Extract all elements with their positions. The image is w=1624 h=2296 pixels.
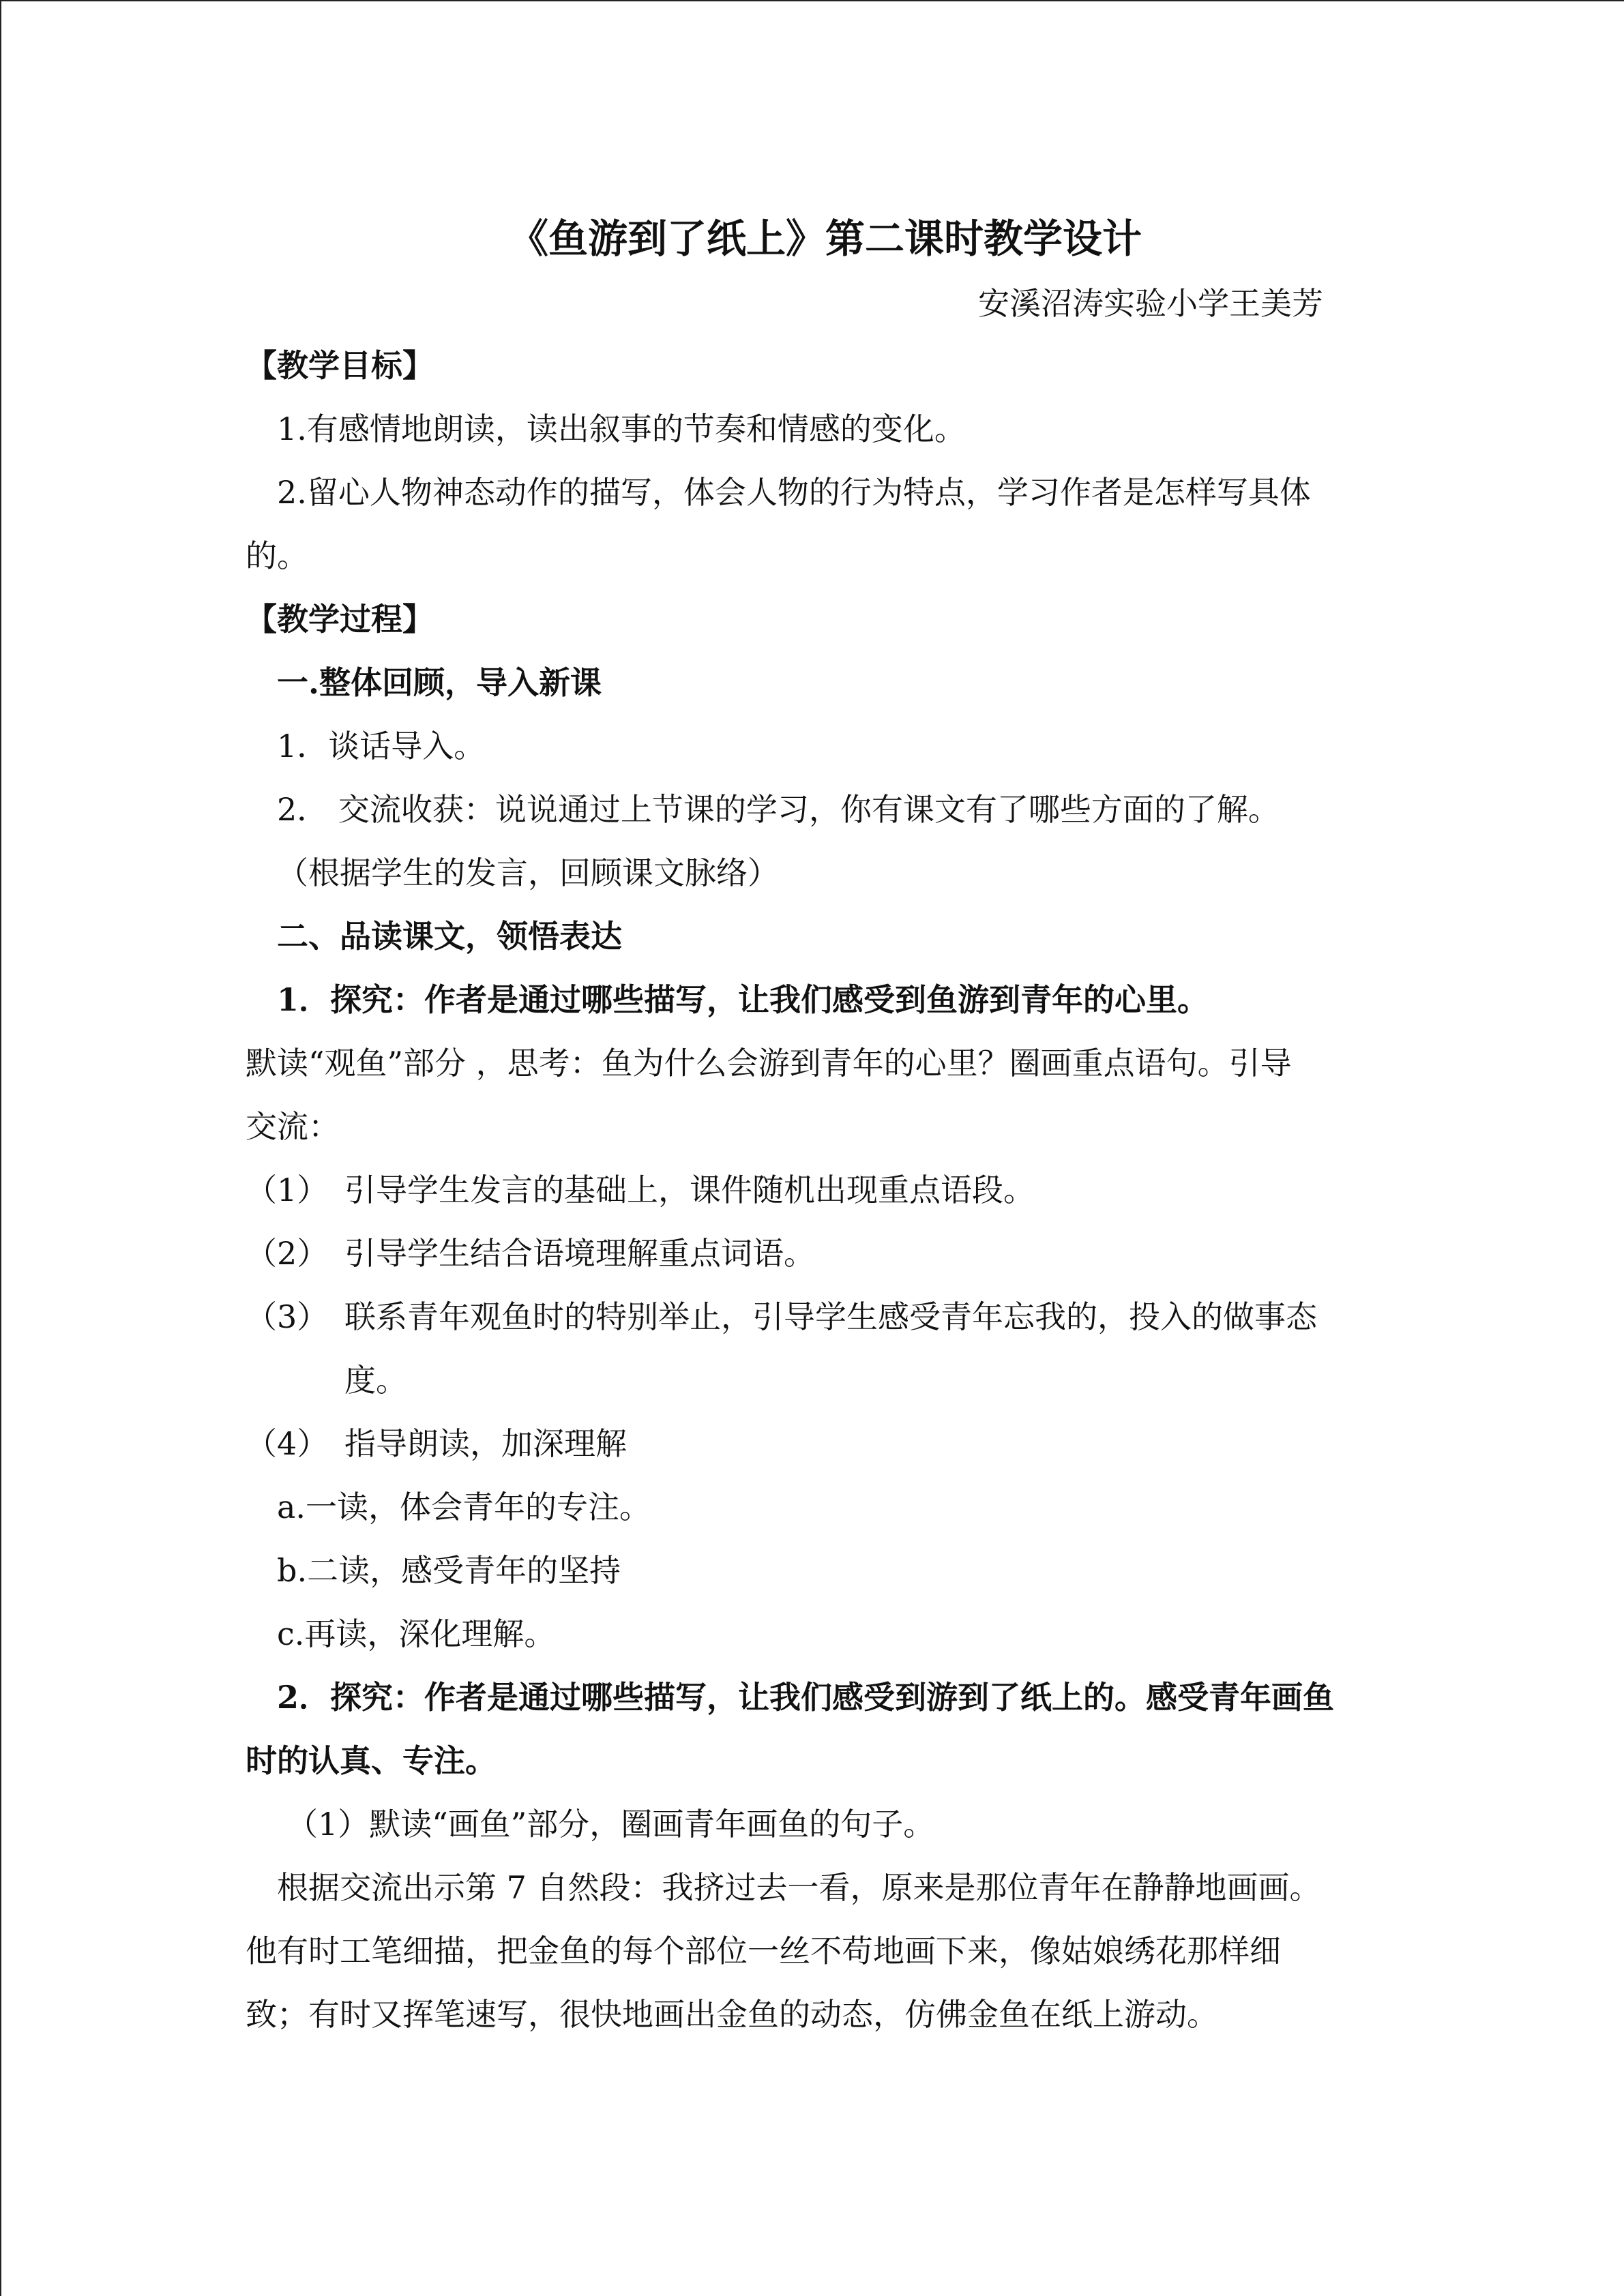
step-number: （4）	[246, 1425, 329, 1462]
step-number: （2）	[246, 1235, 329, 1272]
document-title: 《鱼游到了纸上》第二课时教学设计	[508, 215, 1142, 262]
step-text: 引导学生发言的基础上，课件随机出现重点语段。	[344, 1172, 1035, 1208]
sub-item: b.二读，感受青年的坚持	[277, 1552, 621, 1589]
step-item-2	[246, 1222, 1378, 1285]
goal-item: 1.有感情地朗读，读出叙事的节奏和情感的变化。	[277, 411, 966, 447]
step-number: （1）	[246, 1172, 329, 1208]
section2-heading: 二、品读课文，领悟表达	[277, 918, 622, 955]
goal-item-continuation: 的。	[246, 537, 308, 574]
explore2-heading-continuation: 时的认真、专注。	[246, 1742, 497, 1779]
section1-item: 1．谈话导入。	[277, 728, 486, 764]
sub-item: a.一读，体会青年的专注。	[277, 1489, 651, 1525]
goal-item: 2.留心人物神态动作的描写，体会人物的行为特点，学习作者是怎样写具体	[277, 474, 1311, 511]
section1-heading: 一.整体回顾，导入新课	[277, 664, 602, 701]
explore1-text-continuation: 交流：	[246, 1108, 340, 1145]
step-number: （3）	[246, 1298, 329, 1335]
paragraph-line: 根据交流出示第 7 自然段：我挤过去一看，原来是那位青年在静静地画画。	[277, 1869, 1321, 1906]
step-item-1	[246, 1159, 1378, 1222]
section1-item: 2． 交流收获：说说通过上节课的学习，你有课文有了哪些方面的了解。	[277, 791, 1280, 828]
document-body	[246, 205, 1378, 2046]
section1-note: （根据学生的发言，回顾课文脉络）	[277, 854, 779, 891]
explore1-text: 默读“观鱼”部分 ，思考：鱼为什么会游到青年的心里？圈画重点语句。引导	[246, 1045, 1292, 1082]
author-line: 安溪沼涛实验小学王美芳	[978, 285, 1323, 322]
explore2-step: （1）默读“画鱼”部分，圈画青年画鱼的句子。	[286, 1806, 935, 1843]
explore2-heading: 2．探究：作者是通过哪些描写，让我们感受到游到了纸上的。感受青年画鱼	[277, 1679, 1335, 1716]
step-item-3-continuation	[246, 1349, 1378, 1412]
process-heading: 【教学过程】	[246, 601, 434, 638]
step-item-3	[246, 1285, 1378, 1349]
paragraph-line: 他有时工笔细描，把金鱼的每个部位一丝不苟地画下来，像姑娘绣花那样细	[246, 1933, 1281, 1969]
step-item-4	[246, 1412, 1378, 1476]
step-text: 引导学生结合语境理解重点词语。	[344, 1235, 815, 1272]
sub-item: c.再读，深化理解。	[277, 1615, 556, 1652]
goals-heading: 【教学目标】	[246, 347, 434, 384]
explore1-heading: 1．探究：作者是通过哪些描写，让我们感受到鱼游到青年的心里。	[277, 981, 1209, 1018]
step-text: 指导朗读，加深理解	[344, 1425, 627, 1462]
step-text-continuation: 度。	[344, 1362, 407, 1399]
step-text: 联系青年观鱼时的特别举止，引导学生感受青年忘我的，投入的做事态	[344, 1298, 1317, 1335]
paragraph-line: 致；有时又挥笔速写，很快地画出金鱼的动态，仿佛金鱼在纸上游动。	[246, 1996, 1218, 2033]
